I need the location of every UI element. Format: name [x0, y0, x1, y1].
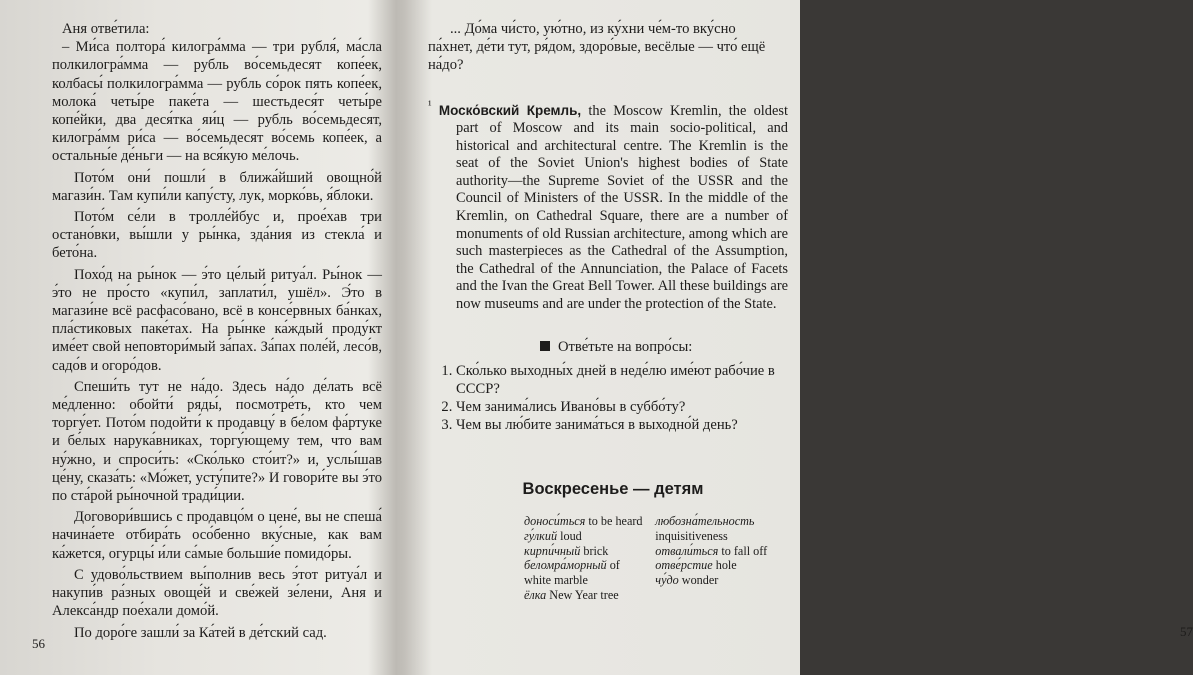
question-item: 1. Ско́лько выходны́х дней в неде́лю име́ют рабо́чие в СССР?: [456, 362, 788, 398]
paragraph: Похо́д на ры́нок — э́то це́лый ритуа́л. Ры́нок — э́то не про́сто «купи́л, заплати́л, ушёл». Э́то в магази́не всё расфасо́вано, всё в консе́рвных ба́нках, пла́стиковых паке́тах. На ры́нке ка́ждый проду́кт име́ет свой неповтори́мый за́пах. За́пах поле́й, лесо́в, садо́в и огоро́дов.: [52, 266, 382, 374]
question-item: 2. Чем занима́лись Ивано́вы в суббо́ту?: [456, 398, 788, 416]
vocab-translation: of white marble: [524, 558, 620, 588]
vocab-entry: [655, 544, 788, 559]
vocab-word: кирпи́чный: [524, 543, 581, 558]
right-page: [402, 0, 1193, 675]
vocab-entry: [524, 558, 647, 588]
vocab-translation: brick: [583, 543, 609, 558]
left-page: [0, 0, 398, 675]
square-bullet-icon: [540, 341, 550, 351]
questions-heading: Отве́тьте на вопро́сы:: [558, 338, 693, 355]
vocab-translation: New Year tree: [549, 587, 619, 602]
footnote: [428, 97, 788, 314]
paragraph: Пото́м се́ли в тролле́йбус и, прое́хав три остано́вки, вы́шли у ры́нка, зда́ния из стекла́ и бето́на.: [52, 209, 382, 262]
vocab-entry: [655, 514, 788, 544]
vocab-entry: [524, 514, 647, 529]
right-page-text: [428, 20, 788, 603]
questions-list: [428, 362, 788, 434]
vocab-word: чу́до: [655, 573, 679, 588]
paragraph: – Ми́са полтора́ килогра́мма — три рубля́, ма́сла полкилогра́мма — рубль во́семьдесят копе́ек, колбасы́ полкилогра́мма — рубль со́рок пять копе́ек, молока́ четы́ре паке́та — шестьдеся́т четы́ре копе́йки, два деся́тка яи́ц — рубль во́семьдесят, килогра́мм ри́са — во́семьдесят во́семь копе́ек, а остальны́е де́ньги — на вся́кую ме́лочь.: [52, 39, 382, 165]
vocab-entry: [524, 529, 647, 544]
left-page-text: [52, 20, 382, 642]
vocab-word: отвали́ться: [655, 543, 719, 558]
question-item: 3. Чем вы лю́бите занима́ться в выходно́й день?: [456, 416, 788, 434]
vocab-word: гу́лкий: [524, 528, 558, 543]
vocab-translation: loud: [560, 528, 582, 543]
vocab-word: беломра́морный: [524, 558, 607, 573]
vocab-translation: hole: [715, 558, 737, 573]
vocab-entry: [655, 573, 788, 588]
paragraph: Договори́вшись с продавцо́м о цене́, вы не спеша́ начина́ете отбира́ть осо́бенно вку́сные, как вам ка́жется, огурцы́ и́ли са́мые больши́е помидо́ры.: [52, 509, 382, 562]
paragraph: Пото́м они́ пошли́ в ближа́йший овощно́й магази́н. Там купи́ли капу́сту, лук, морко́вь, я́блоки.: [52, 169, 382, 204]
vocab-word: отве́рстие: [655, 558, 713, 573]
footnote-mark: ¹: [428, 97, 432, 112]
vocab-translation: inquisitiveness: [655, 528, 728, 543]
section-title: Воскресенье — детям: [522, 479, 704, 498]
vocabulary-column: [655, 514, 788, 603]
paragraph: Спеши́ть тут не на́до. Здесь на́до де́лать всё ме́дленно: обойти́ ряды́, посмотре́ть, кто чем торгу́ет. Пото́м подойти́ к продавцу́ в бе́лом фа́ртуке и бе́лых нарука́вниках, торгу́ющему тем, что вам ну́жно, и спроси́ть: «Ско́лько сто́ит?» и, услы́шав це́ну, сказа́ть: «Мо́жет, усту́пите?» И говори́те вы э́то по ста́рой ры́ночной тради́ции.: [52, 378, 382, 505]
vocab-word: доноси́ться: [524, 513, 586, 528]
vocab-entry: [524, 588, 647, 603]
vocab-word: ёлка: [524, 587, 547, 602]
paragraph: С удово́льствием вы́полнив весь э́тот ритуа́л и накупи́в ра́зных овоще́й и све́жей зе́лени, Аня и Алекса́ндр пое́хали домо́й.: [52, 566, 382, 620]
page-number: 56: [32, 636, 45, 651]
vocab-entry: [655, 558, 788, 573]
page-number: 57: [1180, 624, 1193, 639]
paragraph: По доро́ге зашли́ за Ка́тей в де́тский сад.: [74, 624, 327, 641]
vocab-translation: to be heard: [588, 513, 643, 528]
paragraph: Аня отве́тила:: [62, 21, 150, 37]
vocab-translation: wonder: [681, 573, 719, 588]
vocab-word: любозна́тельность: [655, 513, 755, 528]
footnote-term: Моско́вский Кремль,: [438, 102, 582, 118]
vocab-translation: to fall off: [721, 543, 768, 558]
vocabulary: [428, 514, 788, 603]
footnote-text: the Moscow Kremlin, the oldest part of Moscow and its main socio-political, and historical and architectural centre. The Kremlin is the seat of the Soviet Union's highest bodies of State authority—the Supreme Soviet of the USSR and the Council of Ministers of the USSR. In the middle of the Kremlin, on Cathedral Square, there are a number of monuments of old Russian architecture, among which are such masterpieces as the Cathedral of the Assumption, the Cathedral of the Annunciation, the Palace of Facets and the Ivan the Great Bell Tower. All these buildings are now museums and are under the protection of the State.: [456, 102, 788, 312]
vocab-entry: [524, 544, 647, 559]
opening-paragraph: ... До́ма чи́сто, ую́тно, из ку́хни че́м-то вку́сно па́хнет, де́ти тут, ря́дом, здоро́вые, весёлые — что́ ещё на́до?: [428, 21, 766, 74]
vocabulary-column: [524, 514, 647, 603]
questions-heading-row: [428, 338, 788, 356]
